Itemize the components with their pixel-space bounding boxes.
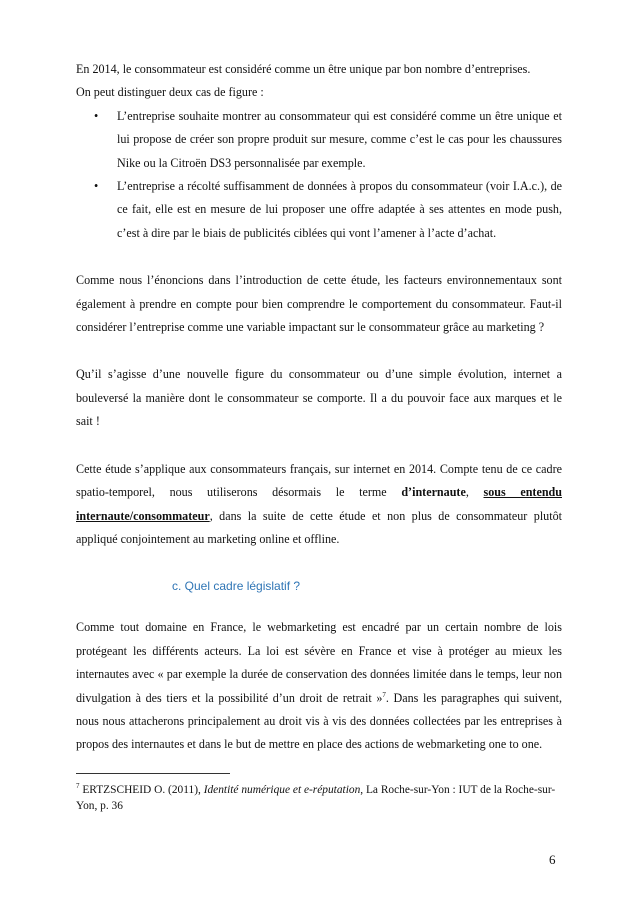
scope-sep: , [465,485,484,500]
footnote-number: 7 [76,781,80,790]
list-item [76,105,562,175]
footnote-divider [76,773,230,774]
scope-text-2: , dans la suite de cette étude et non plus de consommateur plutôt appliqué conjointement au marketing online et offline. [76,508,562,546]
paragraph-internet: Qu’il s’agisse d’une nouvelle figure du consommateur ou d’une simple évolution, internet a bouleversé la manière dont le consommateur se comporte. Il a du pouvoir face aux marques et le sait ! [76,367,562,429]
intro-line-1: En 2014, le consommateur est considéré comme un être unique par bon nombre d’entreprises. [76,62,531,76]
footnote-title: Identité numérique et e-réputation [203,783,361,796]
footnote [76,782,562,814]
legal-text-1: Comme tout domaine en France, le webmarketing est encadré par un certain nombre de lois protégeant les différents acteurs. La loi est sévère en France et vise à protéger au mieux les internautes avec « par exemple la durée de conservation des données limitée dans le temps, leur non divulgation à des tiers et la possibilité d’un droit de retrait » [76,620,562,705]
paragraph-scope [76,458,562,552]
term-internaute-consommateur: sous entendu internaute/consommateur [76,485,562,523]
term-internaute: d’internaute [401,485,466,500]
bullet-text-1: L’entreprise souhaite montrer au consommateur qui est considéré comme un être unique et lui propose de créer son propre produit sur mesure, comme c’est le cas pour les chaussures Nike ou la Citroën DS3 personnalisée par exemple. [117,108,562,170]
scope-text-1: Cette étude s’applique aux consommateurs français, sur internet en 2014. Compte tenu de ce cadre spatio-temporel, nous utiliserons désormais le terme [76,461,562,500]
paragraph-legal [76,616,562,756]
footnote-rest: , La Roche-sur-Yon : IUT de la Roche-sur-Yon, p. 36 [76,783,556,812]
footnote-author: ERTZSCHEID O. (2011), [79,783,204,796]
bullet-list [76,105,562,245]
intro-line-2: On peut distinguer deux cas de figure : [76,85,264,100]
document-page [76,58,562,814]
bullet-icon: • [94,108,99,123]
footnote-ref[interactable]: 7 [382,690,386,699]
page-number: 6 [549,852,556,867]
bullet-text-2: L’entreprise a récolté suffisamment de données à propos du consommateur (voir I.A.c.), de ce fait, elle est en mesure de lui proposer une offre adaptée à ses attentes en mode push, c’est à dire par le biais de publicités ciblées qui vont l’amener à l’acte d’achat. [117,179,562,240]
paragraph-environment: Comme nous l’énoncions dans l’introduction de cette étude, les facteurs environnementaux sont également à prendre en compte pour bien comprendre le comportement du consommateur. Faut-il considérer l’entreprise comme une variable impactant sur le consommateur grâce au marketing ? [76,273,562,335]
section-heading: c. Quel cadre législatif ? [172,579,301,594]
bullet-icon: • [94,179,99,194]
list-item [76,175,562,245]
legal-text-2: . Dans les paragraphes qui suivent, nous nous attacherons principalement au droit vis à vis des données collectées par les entreprises à propos des internautes et dans le but de mettre en place des actions de webmarketing one to one. [76,690,562,752]
